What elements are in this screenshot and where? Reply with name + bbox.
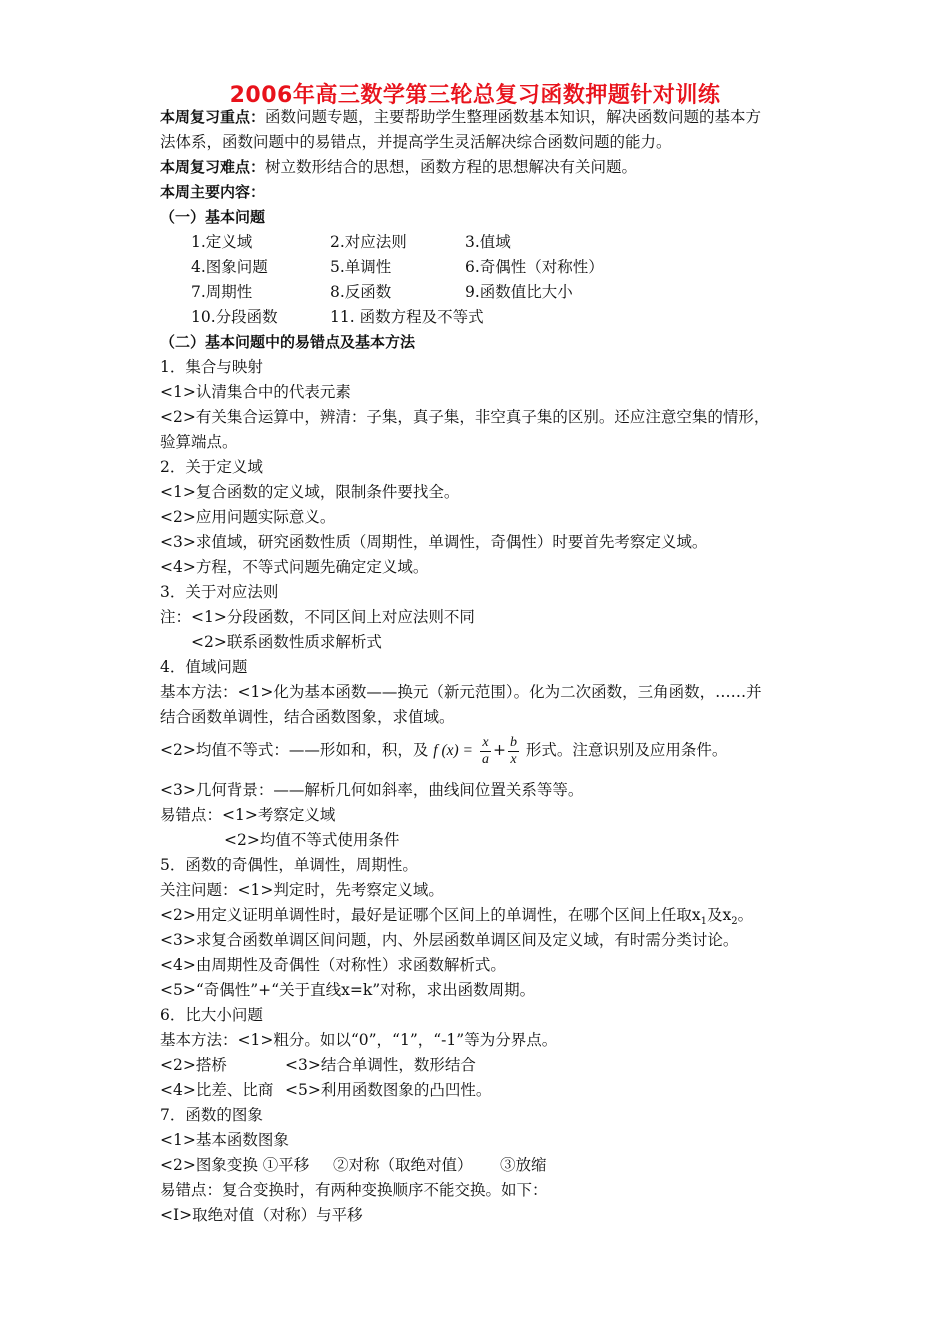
text-line: <2>搭桥 — [160, 1056, 227, 1074]
subsection-title: 1．集合与映射 — [160, 358, 263, 376]
topic-item: 5.单调性 — [330, 258, 392, 276]
text-segment: 及x — [706, 906, 732, 924]
subsection-title: 7．函数的图象 — [160, 1106, 263, 1124]
subsection-title: 6．比大小问题 — [160, 1006, 263, 1024]
topic-item: 4.图象问题 — [191, 258, 268, 276]
text-line: <4>方程，不等式问题先确定定义域。 — [160, 558, 429, 576]
subsection-title: 5．函数的奇偶性，单调性，周期性。 — [160, 856, 418, 874]
monotonic-proof-line — [160, 905, 753, 932]
difficulty-label: 本周复习难点： — [160, 158, 266, 176]
text-line: <2>图象变换 ①平移 — [160, 1156, 310, 1174]
subscript: 1 — [700, 916, 707, 928]
text-segment: 。 — [737, 906, 754, 924]
text-line: <1>复合函数的定义域，限制条件要找全。 — [160, 483, 460, 501]
topic-item: 3.值域 — [465, 233, 511, 251]
fraction-numerator: x — [480, 735, 491, 752]
focus-label: 本周复习重点： — [160, 108, 266, 126]
text-line: <4>比差、比商 — [160, 1081, 274, 1099]
text-line: ②对称（取绝对值） — [333, 1156, 473, 1174]
subscript: 2 — [731, 916, 738, 928]
text-line: 关注问题：<1>判定时，先考察定义域。 — [160, 881, 444, 899]
difficulty-line — [160, 157, 637, 177]
text-line: <2>联系函数性质求解析式 — [191, 633, 382, 651]
subsection-title: 2．关于定义域 — [160, 458, 263, 476]
text-line: <4>由周期性及奇偶性（对称性）求函数解析式。 — [160, 956, 506, 974]
text-line: <5>利用函数图象的凸凹性。 — [285, 1081, 492, 1099]
fraction-numerator: b — [509, 734, 517, 750]
formula-lhs: f (x) = — [433, 742, 473, 759]
text-line: <5>“奇偶性”+“关于直线x=k”对称，求出函数周期。 — [160, 981, 536, 999]
text-line: <3>求复合函数单调区间问题，内、外层函数单调区间及定义域，有时需分类讨论。 — [160, 931, 739, 949]
page-title: 2006年高三数学第三轮总复习函数押题针对训练 — [229, 83, 721, 108]
topic-item: 10.分段函数 — [191, 308, 278, 326]
text-line: 基本方法：<1>粗分。如以“0”，“1”，“-1”等为分界点。 — [160, 1031, 558, 1049]
text-line: <I>取绝对值（对称）与平移 — [160, 1206, 363, 1224]
fraction-denominator: a — [481, 751, 489, 767]
plus-sign: + — [492, 741, 506, 759]
text-segment: 形式。注意识别及应用条件。 — [525, 741, 728, 759]
topic-item: 7.周期性 — [191, 283, 253, 301]
text-line: <3>结合单调性，数形结合 — [285, 1056, 476, 1074]
text-line: <2>均值不等式使用条件 — [224, 831, 400, 849]
text-segment: <2>均值不等式：——形如和，积，及 — [160, 741, 429, 759]
fraction-x-over-a — [480, 735, 491, 768]
text-line: <3>几何背景：——解析几何如斜率，曲线间位置关系等等。 — [160, 781, 584, 799]
subsection-title: 3．关于对应法则 — [160, 583, 279, 601]
topic-item: 6.奇偶性（对称性） — [465, 258, 604, 276]
difficulty-text: 树立数形结合的思想，函数方程的思想解决有关问题。 — [265, 158, 638, 176]
text-segment: <2>用定义证明单调性时，最好是证哪个区间上的单调性，在哪个区间上任取x — [160, 906, 701, 924]
topic-item: 8.反函数 — [330, 283, 392, 301]
text-line: <2>应用问题实际意义。 — [160, 508, 336, 526]
text-line: 基本方法：<1>化为基本函数——换元（新元范围）。化为二次函数，三角函数，……并 — [160, 683, 762, 701]
text-line: <2>有关集合运算中，辨清：子集，真子集，非空真子集的区别。还应注意空集的情形， — [160, 408, 770, 426]
topic-item: 11. 函数方程及不等式 — [330, 308, 484, 326]
text-line: 易错点：<1>考察定义域 — [160, 806, 336, 824]
topic-item: 1.定义域 — [191, 233, 253, 251]
text-line: <3>求值域，研究函数性质（周期性，单调性，奇偶性）时要首先考察定义域。 — [160, 533, 708, 551]
fraction-denominator: x — [510, 751, 517, 767]
text-line: <1>基本函数图象 — [160, 1131, 289, 1149]
focus-text-1: 函数问题专题，主要帮助学生整理函数基本知识，解决函数问题的基本方 — [265, 108, 762, 126]
content-label: 本周主要内容： — [160, 183, 266, 201]
mean-inequality-line — [160, 733, 727, 768]
section2-heading: （二）基本问题中的易错点及基本方法 — [160, 333, 416, 351]
focus-line-1 — [160, 107, 761, 127]
text-line: 注：<1>分段函数，不同区间上对应法则不同 — [160, 608, 475, 626]
text-line: 结合函数单调性，结合函数图象，求值域。 — [160, 708, 455, 726]
subsection-title: 4．值域问题 — [160, 658, 248, 676]
text-line: 验算端点。 — [160, 433, 238, 451]
focus-text-2: 法体系，函数问题中的易错点，并提高学生灵活解决综合函数问题的能力。 — [160, 133, 672, 151]
topic-item: 2.对应法则 — [330, 233, 407, 251]
text-line: ③放缩 — [500, 1156, 547, 1174]
text-line: 易错点：复合变换时，有两种变换顺序不能交换。如下： — [160, 1181, 548, 1199]
fraction-b-over-x — [508, 735, 519, 768]
section1-heading: （一）基本问题 — [160, 208, 266, 226]
text-line: <1>认清集合中的代表元素 — [160, 383, 351, 401]
topic-item: 9.函数值比大小 — [465, 283, 573, 301]
